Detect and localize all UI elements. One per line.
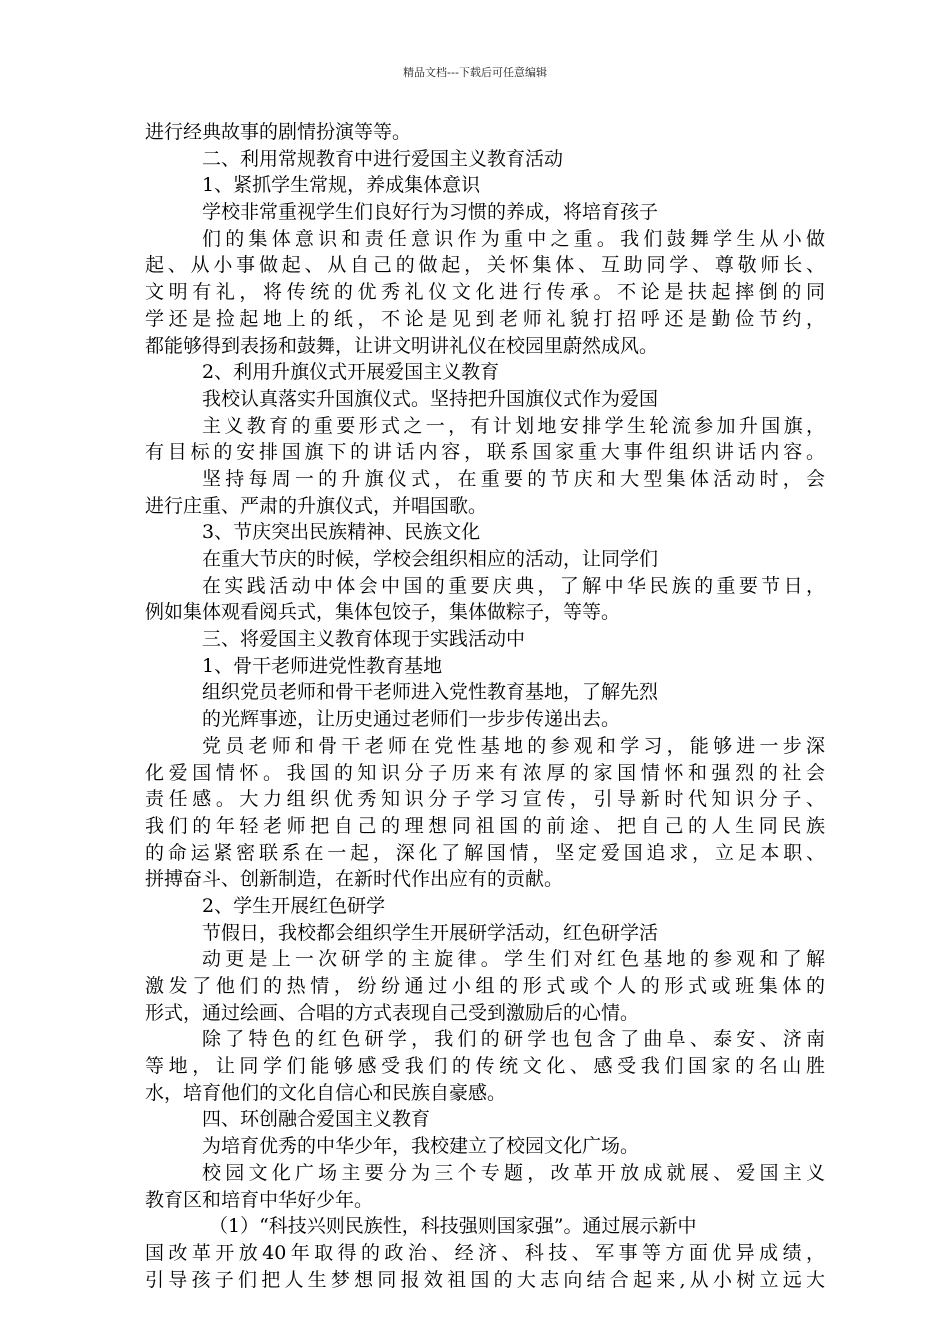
text-line: 引导孩子们把人生梦想同报效祖国的大志向结合起来,从小树立远大: [145, 1268, 825, 1291]
document-body: [145, 119, 825, 1293]
subsection-heading: 1、骨干老师进党性教育基地: [202, 654, 443, 677]
text-line: 激发了他们的热情，纷纷通过小组的形式或个人的形式或班集体的: [145, 975, 825, 997]
text-line: 校园文化广场主要分为三个专题，改革开放成就展、爱国主义: [202, 1161, 825, 1184]
section-heading: 四、环创融合爱国主义教育: [202, 1108, 431, 1131]
text-line: 都能够得到表扬和鼓舞，让讲文明讲礼仪在校园里蔚然成风。: [145, 334, 659, 357]
text-line: 党员老师和骨干老师在党性基地的参观和学习，能够进一步深: [202, 734, 825, 757]
page-header: 精品文档---下载后可任意编辑: [403, 66, 547, 79]
text-line: 化爱国情怀。我国的知识分子历来有浓厚的家国情怀和强烈的社会: [145, 761, 825, 784]
text-line: 在实践活动中体会中国的重要庆典，了解中华民族的重要节日，: [202, 574, 825, 597]
text-line: 形式，通过绘画、合唱的方式表现自己受到激励后的心情。: [145, 1001, 640, 1024]
subsection-heading: 2、学生开展红色研学: [202, 894, 386, 917]
text-line: （1）“科技兴则民族性，科技强则国家强”。通过展示新中: [209, 1215, 697, 1238]
text-line: 学校非常重视学生们良好行为习惯的养成，将培育孩子: [202, 201, 659, 224]
text-line: 为培育优秀的中华少年，我校建立了校园文化广场。: [202, 1135, 640, 1158]
text-line: 进行经典故事的剧情扮演等等。: [145, 121, 412, 143]
text-line: 责任感。大力组织优秀知识分子学习宣传，引导新时代知识分子、: [145, 788, 825, 811]
text-line: 拼搏奋斗、创新制造，在新时代作出应有的贡献。: [145, 868, 564, 891]
text-line: 的命运紧密联系在一起，深化了解国情，坚定爱国追求，立足本职、: [145, 841, 825, 864]
text-line: 除了特色的红色研学，我们的研学也包含了曲阜、泰安、济南: [202, 1028, 825, 1051]
text-line: 们的集体意识和责任意识作为重中之重。我们鼓舞学生从小做: [202, 227, 825, 250]
subsection-heading: 3、节庆突出民族精神、民族文化: [202, 521, 481, 544]
subsection-heading: 1、紧抓学生常规，养成集体意识: [202, 174, 481, 197]
text-line: 等地，让同学们能够感受我们的传统文化、感受我们国家的名山胜: [145, 1055, 825, 1078]
text-line: 国改革开放40年取得的政治、经济、科技、军事等方面优异成绩，: [145, 1241, 825, 1264]
text-line: 我们的年轻老师把自己的理想同祖国的前途、把自己的人生同民族: [145, 814, 825, 837]
text-line: 进行庄重、严肃的升旗仪式，并唱国歌。: [145, 494, 488, 517]
text-line: 坚持每周一的升旗仪式，在重要的节庆和大型集体活动时，会: [202, 467, 825, 490]
text-line: 文明有礼，将传统的优秀礼仪文化进行传承。不论是扶起摔倒的同: [145, 281, 825, 304]
text-line: 在重大节庆的时候，学校会组织相应的活动，让同学们: [202, 548, 659, 570]
section-heading: 二、利用常规教育中进行爱国主义教育活动: [202, 147, 564, 170]
text-line: 主义教育的重要形式之一，有计划地安排学生轮流参加升国旗，: [202, 414, 825, 437]
text-line: 组织党员老师和骨干老师进入党性教育基地，了解先烈: [202, 681, 659, 704]
text-line: 起、从小事做起、从自己的做起，关怀集体、互助同学、尊敬师长、: [145, 254, 825, 277]
text-line: 水，培育他们的文化自信心和民族自豪感。: [145, 1081, 507, 1104]
text-line: 节假日，我校都会组织学生开展研学活动，红色研学活: [202, 921, 659, 944]
text-line: 我校认真落实升国旗仪式。坚持把升国旗仪式作为爱国: [202, 387, 659, 410]
text-line: 学还是捡起地上的纸，不论是见到老师礼貌打招呼还是勤俭节约，: [145, 307, 825, 330]
text-line: 动更是上一次研学的主旋律。学生们对红色基地的参观和了解: [202, 948, 825, 971]
text-line: 的光辉事迹，让历史通过老师们一步步传递出去。: [202, 708, 621, 731]
text-line: 教育区和培育中华好少年。: [145, 1188, 374, 1211]
subsection-heading: 2、利用升旗仪式开展爱国主义教育: [202, 361, 500, 384]
text-line: 例如集体观看阅兵式，集体包饺子，集体做粽子，等等。: [145, 601, 621, 624]
section-heading: 三、将爱国主义教育体现于实践活动中: [202, 628, 526, 651]
text-line: 有目标的安排国旗下的讲话内容，联系国家重大事件组织讲话内容。: [145, 441, 825, 464]
